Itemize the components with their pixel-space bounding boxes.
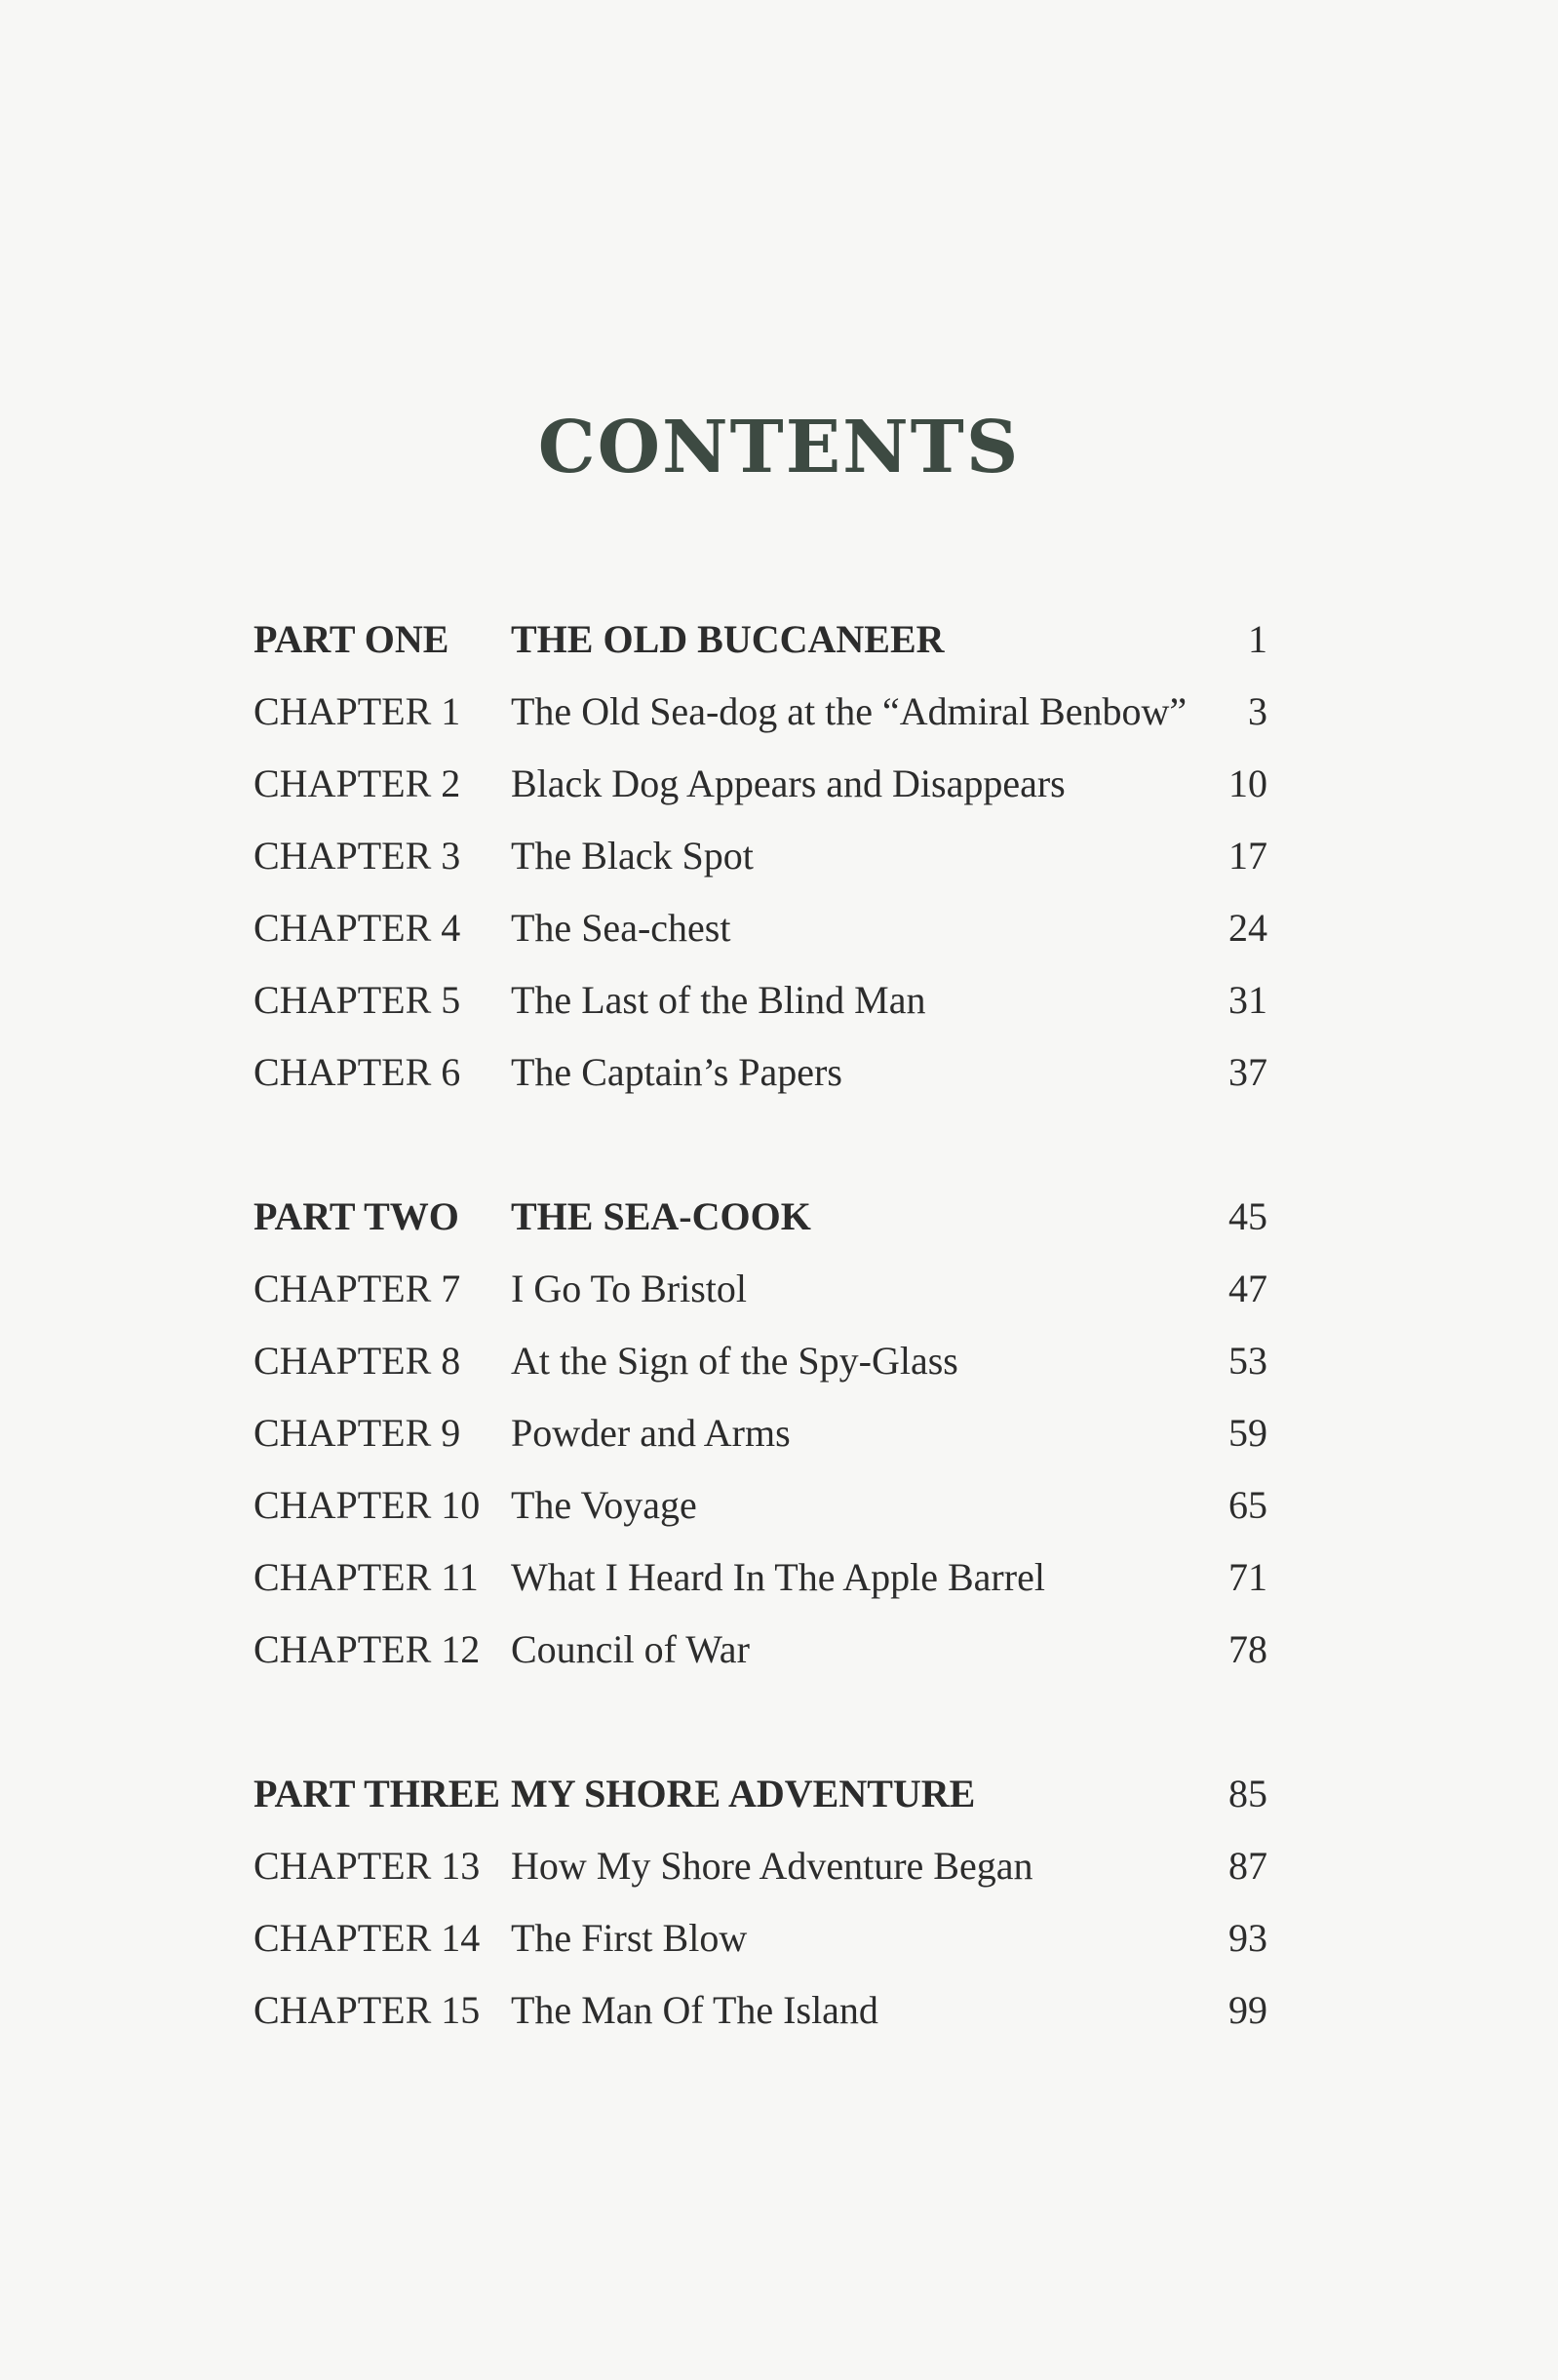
part-heading-row xyxy=(253,604,1267,676)
chapter-label: CHAPTER 15 xyxy=(253,1988,481,2032)
page-number: 45 xyxy=(1228,1194,1267,1238)
chapter-label: CHAPTER 1 xyxy=(253,689,461,733)
chapter-title: The Voyage xyxy=(511,1483,697,1527)
page-number: 10 xyxy=(1228,761,1267,805)
chapter-title: Black Dog Appears and Disappears xyxy=(511,761,1066,805)
chapter-row xyxy=(253,1902,1267,1974)
chapter-title: Council of War xyxy=(511,1627,750,1671)
chapter-title: At the Sign of the Spy-Glass xyxy=(511,1339,958,1383)
page-number: 47 xyxy=(1228,1267,1267,1310)
page-number: 3 xyxy=(1248,689,1267,733)
page-number: 24 xyxy=(1228,906,1267,950)
chapter-title: The Black Spot xyxy=(511,834,754,878)
page-number: 53 xyxy=(1228,1339,1267,1383)
part-label: PART TWO xyxy=(253,1194,459,1238)
page-number: 1 xyxy=(1248,617,1267,661)
toc-part-two xyxy=(253,1181,1267,1686)
chapter-label: CHAPTER 14 xyxy=(253,1916,481,1960)
chapter-row xyxy=(253,1541,1267,1614)
page-number: 99 xyxy=(1228,1988,1267,2032)
chapter-label: CHAPTER 11 xyxy=(253,1555,479,1599)
chapter-label: CHAPTER 7 xyxy=(253,1267,461,1310)
chapter-row xyxy=(253,1397,1267,1469)
part-heading-row xyxy=(253,1758,1267,1830)
toc-part-three xyxy=(253,1758,1267,2047)
chapter-row xyxy=(253,892,1267,964)
chapter-label: CHAPTER 8 xyxy=(253,1339,461,1383)
chapter-row xyxy=(253,820,1267,892)
chapter-label: CHAPTER 4 xyxy=(253,906,461,950)
chapter-title: I Go To Bristol xyxy=(511,1267,748,1310)
chapter-title: What I Heard In The Apple Barrel xyxy=(511,1555,1045,1599)
chapter-row xyxy=(253,1036,1267,1109)
page-number: 93 xyxy=(1228,1916,1267,1960)
chapter-label: CHAPTER 3 xyxy=(253,834,461,878)
chapter-title: Powder and Arms xyxy=(511,1411,791,1455)
chapter-row xyxy=(253,1325,1267,1397)
page-number: 17 xyxy=(1228,834,1267,878)
chapter-title: The Sea-chest xyxy=(511,906,731,950)
chapter-row xyxy=(253,1614,1267,1686)
chapter-label: CHAPTER 2 xyxy=(253,761,461,805)
chapter-label: CHAPTER 13 xyxy=(253,1844,481,1888)
chapter-row xyxy=(253,964,1267,1036)
page-number: 59 xyxy=(1228,1411,1267,1455)
page-number: 78 xyxy=(1228,1627,1267,1671)
chapter-label: CHAPTER 5 xyxy=(253,978,461,1022)
chapter-label: CHAPTER 12 xyxy=(253,1627,481,1671)
chapter-row xyxy=(253,1830,1267,1902)
chapter-row xyxy=(253,676,1267,748)
page-number: 87 xyxy=(1228,1844,1267,1888)
toc-part-one xyxy=(253,604,1267,1109)
chapter-label: CHAPTER 6 xyxy=(253,1050,461,1094)
chapter-row xyxy=(253,748,1267,820)
chapter-row xyxy=(253,1253,1267,1325)
chapter-title: The Captain’s Papers xyxy=(511,1050,842,1094)
chapter-title: The First Blow xyxy=(511,1916,748,1960)
page-number: 71 xyxy=(1228,1555,1267,1599)
part-title: THE OLD BUCCANEER xyxy=(511,617,945,661)
part-title: THE SEA-COOK xyxy=(511,1194,811,1238)
chapter-label: CHAPTER 9 xyxy=(253,1411,461,1455)
part-label: PART THREE xyxy=(253,1772,501,1815)
page-number: 85 xyxy=(1228,1772,1267,1815)
chapter-label: CHAPTER 10 xyxy=(253,1483,481,1527)
part-title: MY SHORE ADVENTURE xyxy=(511,1772,976,1815)
part-heading-row xyxy=(253,1181,1267,1253)
part-label: PART ONE xyxy=(253,617,449,661)
chapter-row xyxy=(253,1974,1267,2047)
page-number: 31 xyxy=(1228,978,1267,1022)
chapter-title: The Old Sea-dog at the “Admiral Benbow” xyxy=(511,689,1188,733)
chapter-title: The Man Of The Island xyxy=(511,1988,878,2032)
chapter-title: How My Shore Adventure Began xyxy=(511,1844,1033,1888)
page-number: 37 xyxy=(1228,1050,1267,1094)
chapter-row xyxy=(253,1469,1267,1541)
contents-title: CONTENTS xyxy=(537,406,1021,489)
chapter-title: The Last of the Blind Man xyxy=(511,978,926,1022)
page-number: 65 xyxy=(1228,1483,1267,1527)
